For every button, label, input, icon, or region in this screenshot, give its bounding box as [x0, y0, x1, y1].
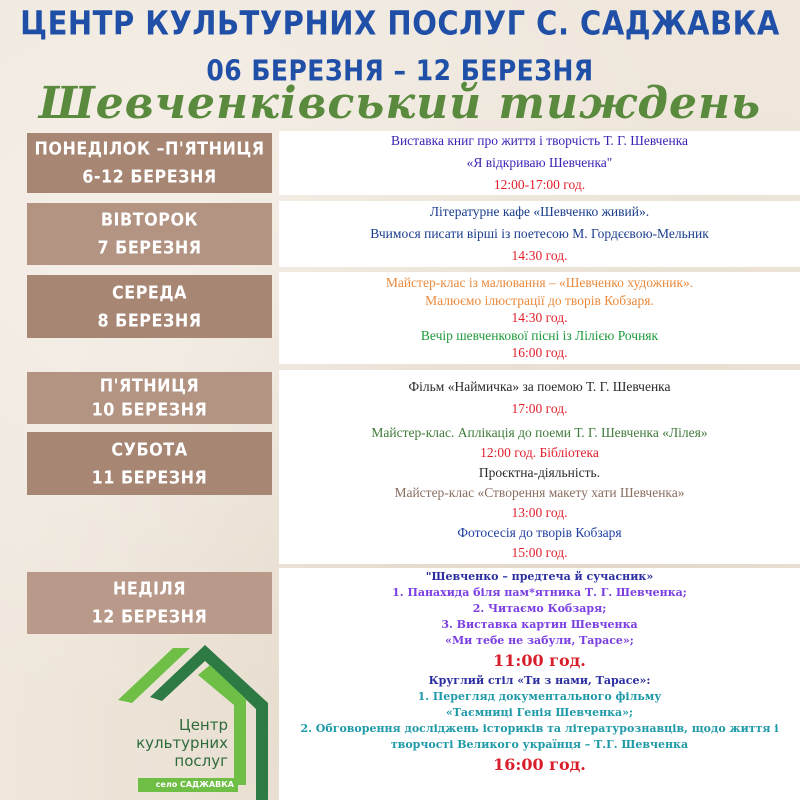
- event-line: Проєктна-діяльність.: [478, 465, 601, 480]
- event-line: «Таємниці Генія Шевченка»;: [445, 706, 634, 719]
- events-wednesday: [279, 272, 800, 364]
- day-date: 10 БЕРЕЗНЯ: [91, 399, 208, 420]
- day-date: 6-12 БЕРЕЗНЯ: [82, 166, 217, 187]
- day-label-sunday: [27, 572, 272, 634]
- day-date: 8 БЕРЕЗНЯ: [97, 309, 202, 331]
- poster-title: ЦЕНТР КУЛЬТУРНИХ ПОСЛУГ С. САДЖАВКА: [20, 3, 780, 43]
- events-friday: [279, 370, 800, 426]
- event-line: «Я відкриваю Шевченка": [466, 155, 613, 170]
- logo-line-3: послуг: [174, 752, 228, 770]
- event-line: Малюємо ілюстрації до творів Кобзаря.: [425, 292, 654, 308]
- logo-subline: село САДЖАВКА: [138, 778, 238, 792]
- logo-line-1: Центр: [179, 716, 228, 734]
- event-time: 16:00 год.: [511, 345, 568, 361]
- event-time: 14:30 год.: [511, 248, 568, 263]
- day-label-wednesday: [27, 275, 272, 338]
- event-line: 3. Виставка картин Шевченка: [441, 618, 638, 631]
- events-saturday: [279, 422, 800, 564]
- events-mon-fri: [279, 131, 800, 195]
- event-line: Вчимося писати вірші із поетесою М. Гордєєвою-Мельник: [370, 226, 709, 241]
- event-line: Вечір шевченкової пісні із Лілією Рочняк: [420, 327, 659, 343]
- day-label-tuesday: [27, 203, 272, 265]
- event-time: 12:00 год. Бібліотека: [480, 445, 599, 460]
- event-line: 2. Обговорення досліджень істориків та літературознавців, щодо життя і: [300, 722, 779, 735]
- event-line: 1. Перегляд документального фільму: [417, 690, 662, 703]
- event-line: 2. Читаємо Кобзаря;: [472, 602, 607, 615]
- poster-subtitle: Шевченківський тиждень: [38, 78, 762, 129]
- event-time: 14:30 год.: [511, 310, 568, 326]
- event-time: 16:00 год.: [493, 755, 586, 774]
- day-name: СУБОТА: [111, 438, 188, 460]
- day-label-saturday: [27, 432, 272, 495]
- day-name: НЕДІЛЯ: [112, 578, 187, 599]
- event-line: 1. Панахида біля пам*ятника Т. Г. Шевченка;: [392, 586, 687, 599]
- event-line: творчості Великого українця – Т.Г. Шевченка: [390, 738, 689, 751]
- events-sunday: [279, 568, 800, 800]
- event-line: Фотосесія до творів Кобзаря: [457, 525, 622, 540]
- day-name: СЕРЕДА: [112, 281, 187, 303]
- event-time: 12:00-17:00 год.: [493, 177, 586, 192]
- day-date: 12 БЕРЕЗНЯ: [91, 606, 208, 627]
- poster-date-range: 06 БЕРЕЗНЯ – 12 БЕРЕЗНЯ: [206, 53, 594, 88]
- events-tuesday: [279, 201, 800, 267]
- event-line: Майстер-клас «Створення макету хати Шевченка»: [394, 485, 685, 500]
- event-line: Майстер-клас із малювання – «Шевченко художник».: [385, 275, 694, 291]
- event-line: «Ми тебе не забули, Тарасе»;: [445, 634, 634, 647]
- day-date: 11 БЕРЕЗНЯ: [91, 466, 208, 488]
- day-label-friday: [27, 372, 272, 424]
- day-name: ВІВТОРОК: [100, 209, 199, 230]
- event-time: 13:00 год.: [511, 505, 568, 520]
- day-label-mon-fri: [27, 133, 272, 193]
- event-time: 17:00 год.: [511, 401, 568, 416]
- day-name: ПОНЕДІЛОК –П'ЯТНИЦЯ: [34, 138, 265, 159]
- logo-line-2: культурних: [136, 734, 228, 752]
- event-line: Фільм «Наймичка» за поемою Т. Г. Шевченка: [408, 379, 671, 394]
- event-line: "Шевченко – предтеча й сучасник»: [425, 570, 654, 583]
- event-time: 15:00 год.: [511, 545, 568, 560]
- event-line: Круглий стіл «Ти з нами, Тарасе»:: [428, 674, 651, 687]
- event-line: Виставка книг про життя і творчість Т. Г. Шевченка: [390, 133, 689, 148]
- day-date: 7 БЕРЕЗНЯ: [97, 237, 202, 258]
- event-line: Майстер-клас. Аплікація до поеми Т. Г. Шевченка «Лілея»: [371, 425, 708, 440]
- organization-logo: [118, 645, 278, 800]
- event-time: 11:00 год.: [493, 651, 586, 670]
- event-line: Літературне кафе «Шевченко живий».: [429, 204, 650, 219]
- day-name: П'ЯТНИЦЯ: [99, 375, 200, 396]
